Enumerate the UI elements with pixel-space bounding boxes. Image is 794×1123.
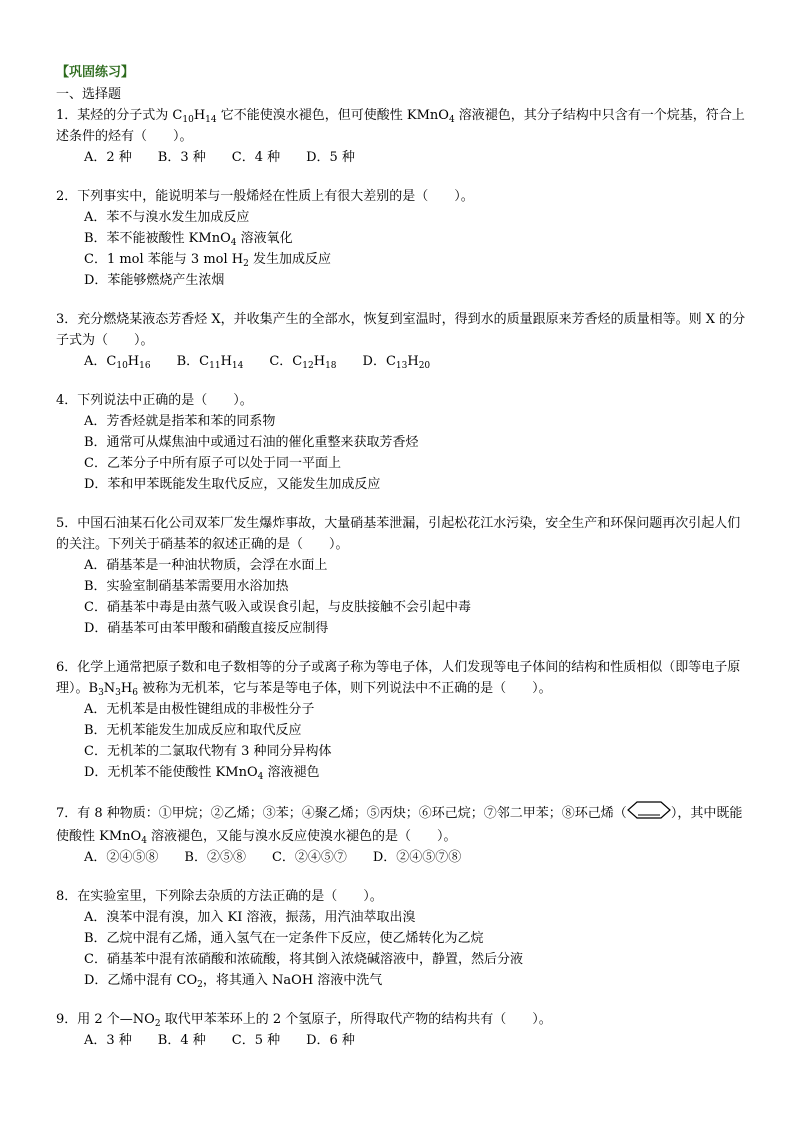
option: B．实验室制硝基苯需要用水浴加热 — [84, 579, 289, 594]
question-stem: 1．某烃的分子式为 $C_{10}H_{14}$ 它不能使溴水褪色，但可使酸性 KMnO$_4$ 溶液褪色，其分子结构中只含有一个烷基，符合上述条件的烃有（ ）。 — [56, 108, 745, 144]
spacer — [56, 868, 746, 886]
option: C．1 mol 苯能与 3 mol $H_2$ 发生加成反应 — [84, 252, 331, 269]
option: C．硝基苯中混有浓硝酸和浓硫酸，将其倒入浓烧碱溶液中，静置，然后分液 — [84, 952, 523, 967]
document-page — [56, 62, 746, 1051]
spacer — [56, 639, 746, 657]
option: B．无机苯能发生加成反应和取代反应 — [84, 723, 302, 738]
section-title: 一、选择题 — [56, 87, 122, 102]
question-5 — [56, 513, 746, 639]
question-7 — [56, 801, 746, 868]
question-stem: 3．充分燃烧某液态芳香烃 X，并收集产生的全部水，恢复到室温时，得到水的质量跟原来芳香烃的质量相等。则 X 的分子式为（ ）。 — [56, 312, 746, 348]
option: D．苯能够燃烧产生浓烟 — [84, 273, 225, 288]
question-9 — [56, 1009, 746, 1051]
question-1 — [56, 105, 746, 168]
option: B．苯不能被酸性 KMnO$_4$ 溶液氧化 — [84, 231, 293, 248]
option: C．乙苯分子中所有原子可以处于同一平面上 — [84, 456, 341, 471]
options-row: A．$C_{10}H_{16}$ B．$C_{11}H_{14}$ C．$C_{12}H_{18}$ D．$C_{13}H_{20}$ — [84, 354, 431, 371]
question-stem: 6．化学上通常把原子数和电子数相等的分子或离子称为等电子体，人们发现等电子体间的结构和性质相似（即等电子原理）。$B_3N_3H_6$ 被称为无机苯，它与苯是等电子体，则下列说法中不正确的是（ ）。 — [56, 660, 741, 698]
question-3 — [56, 309, 746, 372]
spacer — [56, 291, 746, 309]
question-stem: 8．在实验室里，下列除去杂质的方法正确的是（ ）。 — [56, 889, 383, 904]
option: A．无机苯是由极性键组成的非极性分子 — [84, 702, 315, 717]
question-stem: 4．下列说法中正确的是（ ）。 — [56, 393, 253, 408]
options-row: A．②④⑤⑧ B．②⑤⑧ C．②④⑤⑦ D．②④⑤⑦⑧ — [84, 850, 462, 865]
option: A．芳香烃就是指苯和苯的同系物 — [84, 414, 276, 429]
option: C．硝基苯中毒是由蒸气吸入或误食引起，与皮肤接触不会引起中毒 — [84, 600, 471, 615]
heading: 【巩固练习】 — [56, 65, 135, 80]
option: A．苯不与溴水发生加成反应 — [84, 210, 250, 225]
option: C．无机苯的二氯取代物有 3 种同分异构体 — [84, 744, 332, 759]
spacer — [56, 495, 746, 513]
question-stem: 9．用 2 个$—NO_2$ 取代甲苯苯环上的 2 个氢原子，所得取代产物的结构共有（ ）。 — [56, 1012, 552, 1029]
option: D．乙烯中混有 $CO_2$，将其通入 NaOH 溶液中洗气 — [84, 973, 383, 990]
options-row: A．3 种 B．4 种 C．5 种 D．6 种 — [84, 1033, 355, 1048]
cyclohexene-icon — [627, 801, 671, 826]
spacer — [56, 783, 746, 801]
spacer — [56, 168, 746, 186]
spacer — [56, 991, 746, 1009]
option: A．溴苯中混有溴，加入 KI 溶液，振荡，用汽油萃取出溴 — [84, 910, 416, 925]
spacer — [56, 372, 746, 390]
question-stem: 7．有 8 种物质：①甲烷；②乙烯；③苯；④聚乙烯；⑤丙炔；⑥环己烷；⑦邻二甲苯；⑧环己烯（ ），其中既能使酸性 KMnO$_4$ 溶液褪色，又能与溴水反应使溴水褪色的是（ ）。 — [56, 801, 746, 847]
question-8 — [56, 886, 746, 991]
option: D．苯和甲苯既能发生取代反应，又能发生加成反应 — [84, 477, 381, 492]
question-stem: 5．中国石油某石化公司双苯厂发生爆炸事故，大量硝基苯泄漏，引起松花江水污染，安全生产和环保问题再次引起人们的关注。下列关于硝基苯的叙述正确的是（ ）。 — [56, 516, 741, 552]
option: D．硝基苯可由苯甲酸和硝酸直接反应制得 — [84, 621, 329, 636]
option: A．硝基苯是一种油状物质，会浮在水面上 — [84, 558, 328, 573]
options-row: A．2 种 B．3 种 C．4 种 D．5 种 — [84, 150, 355, 165]
question-4 — [56, 390, 746, 495]
question-stem: 2．下列事实中，能说明苯与一般烯烃在性质上有很大差别的是（ ）。 — [56, 189, 474, 204]
question-6 — [56, 657, 746, 783]
option: B．乙烷中混有乙烯，通入氢气在一定条件下反应，使乙烯转化为乙烷 — [84, 931, 484, 946]
option: D．无机苯不能使酸性 KMnO$_4$ 溶液褪色 — [84, 765, 320, 782]
option: B．通常可从煤焦油中或通过石油的催化重整来获取芳香烃 — [84, 435, 419, 450]
question-2 — [56, 186, 746, 291]
question-list — [56, 105, 746, 1051]
